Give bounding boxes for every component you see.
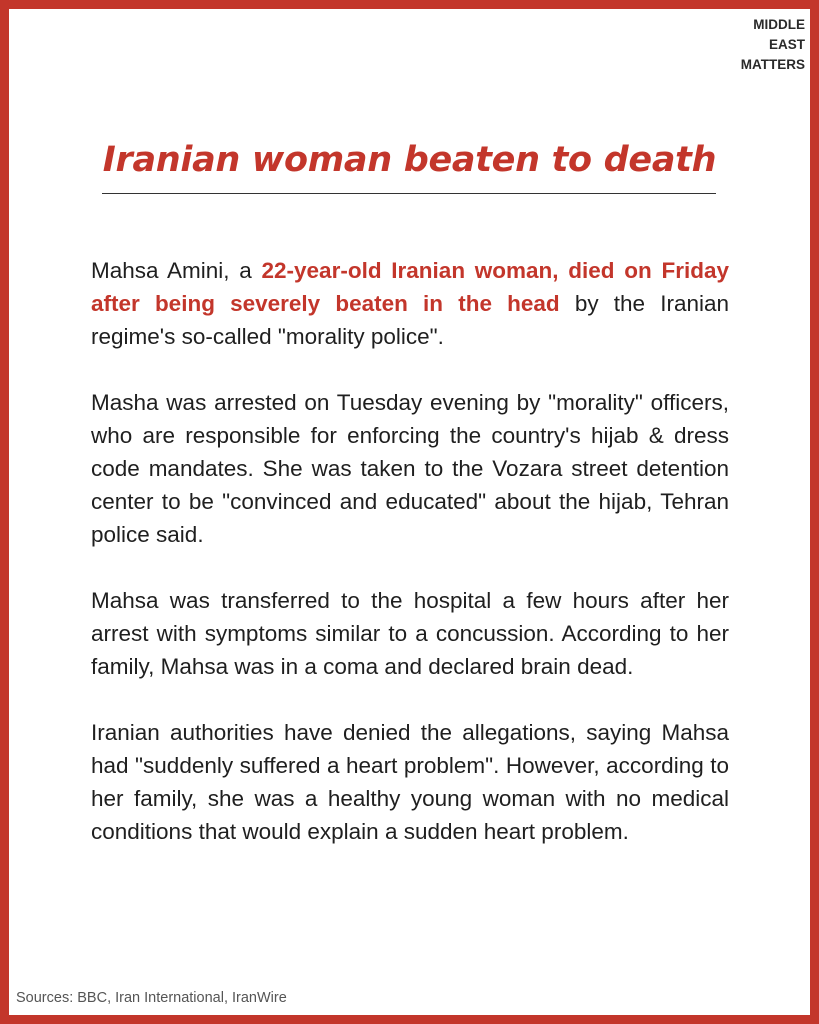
paragraph-4: Iranian authorities have denied the allegations, saying Mahsa had "suddenly suffered a heart problem". However, according to her family, she was a healthy young woman with no medical conditions that would explain a sudden heart problem.: [91, 720, 729, 844]
paragraph-1: [91, 254, 729, 353]
headline-divider: [102, 193, 716, 194]
brand-line-1: MIDDLE: [753, 17, 805, 32]
brand-line-3: MATTERS: [740, 57, 805, 72]
sources-footnote: Sources: BBC, Iran International, IranWire: [16, 990, 287, 1006]
article-body: [91, 254, 729, 881]
paragraph-2: Masha was arrested on Tuesday evening by "morality" officers, who are responsible for enforcing the country's hijab & dress code mandates. She was taken to the Vozara street detention center to be "convinced and educated" about the hijab, Tehran police said.: [91, 390, 729, 547]
brand-line-2: EAST: [768, 37, 805, 52]
brand-logo: [715, 15, 805, 75]
paragraph-1-intro: Mahsa Amini, a: [91, 258, 262, 283]
headline: Iranian woman beaten to death: [102, 140, 717, 180]
paragraph-1-highlight: 22-year-old Iranian woman, died on Friday after being severely beaten in the head: [91, 258, 729, 316]
paragraph-1-rest: by the Iranian regime's so-called "morality police".: [91, 291, 730, 349]
paragraph-3: Mahsa was transferred to the hospital a few hours after her arrest with symptoms similar to a concussion. According to her family, Mahsa was in a coma and declared brain dead.: [91, 588, 729, 679]
